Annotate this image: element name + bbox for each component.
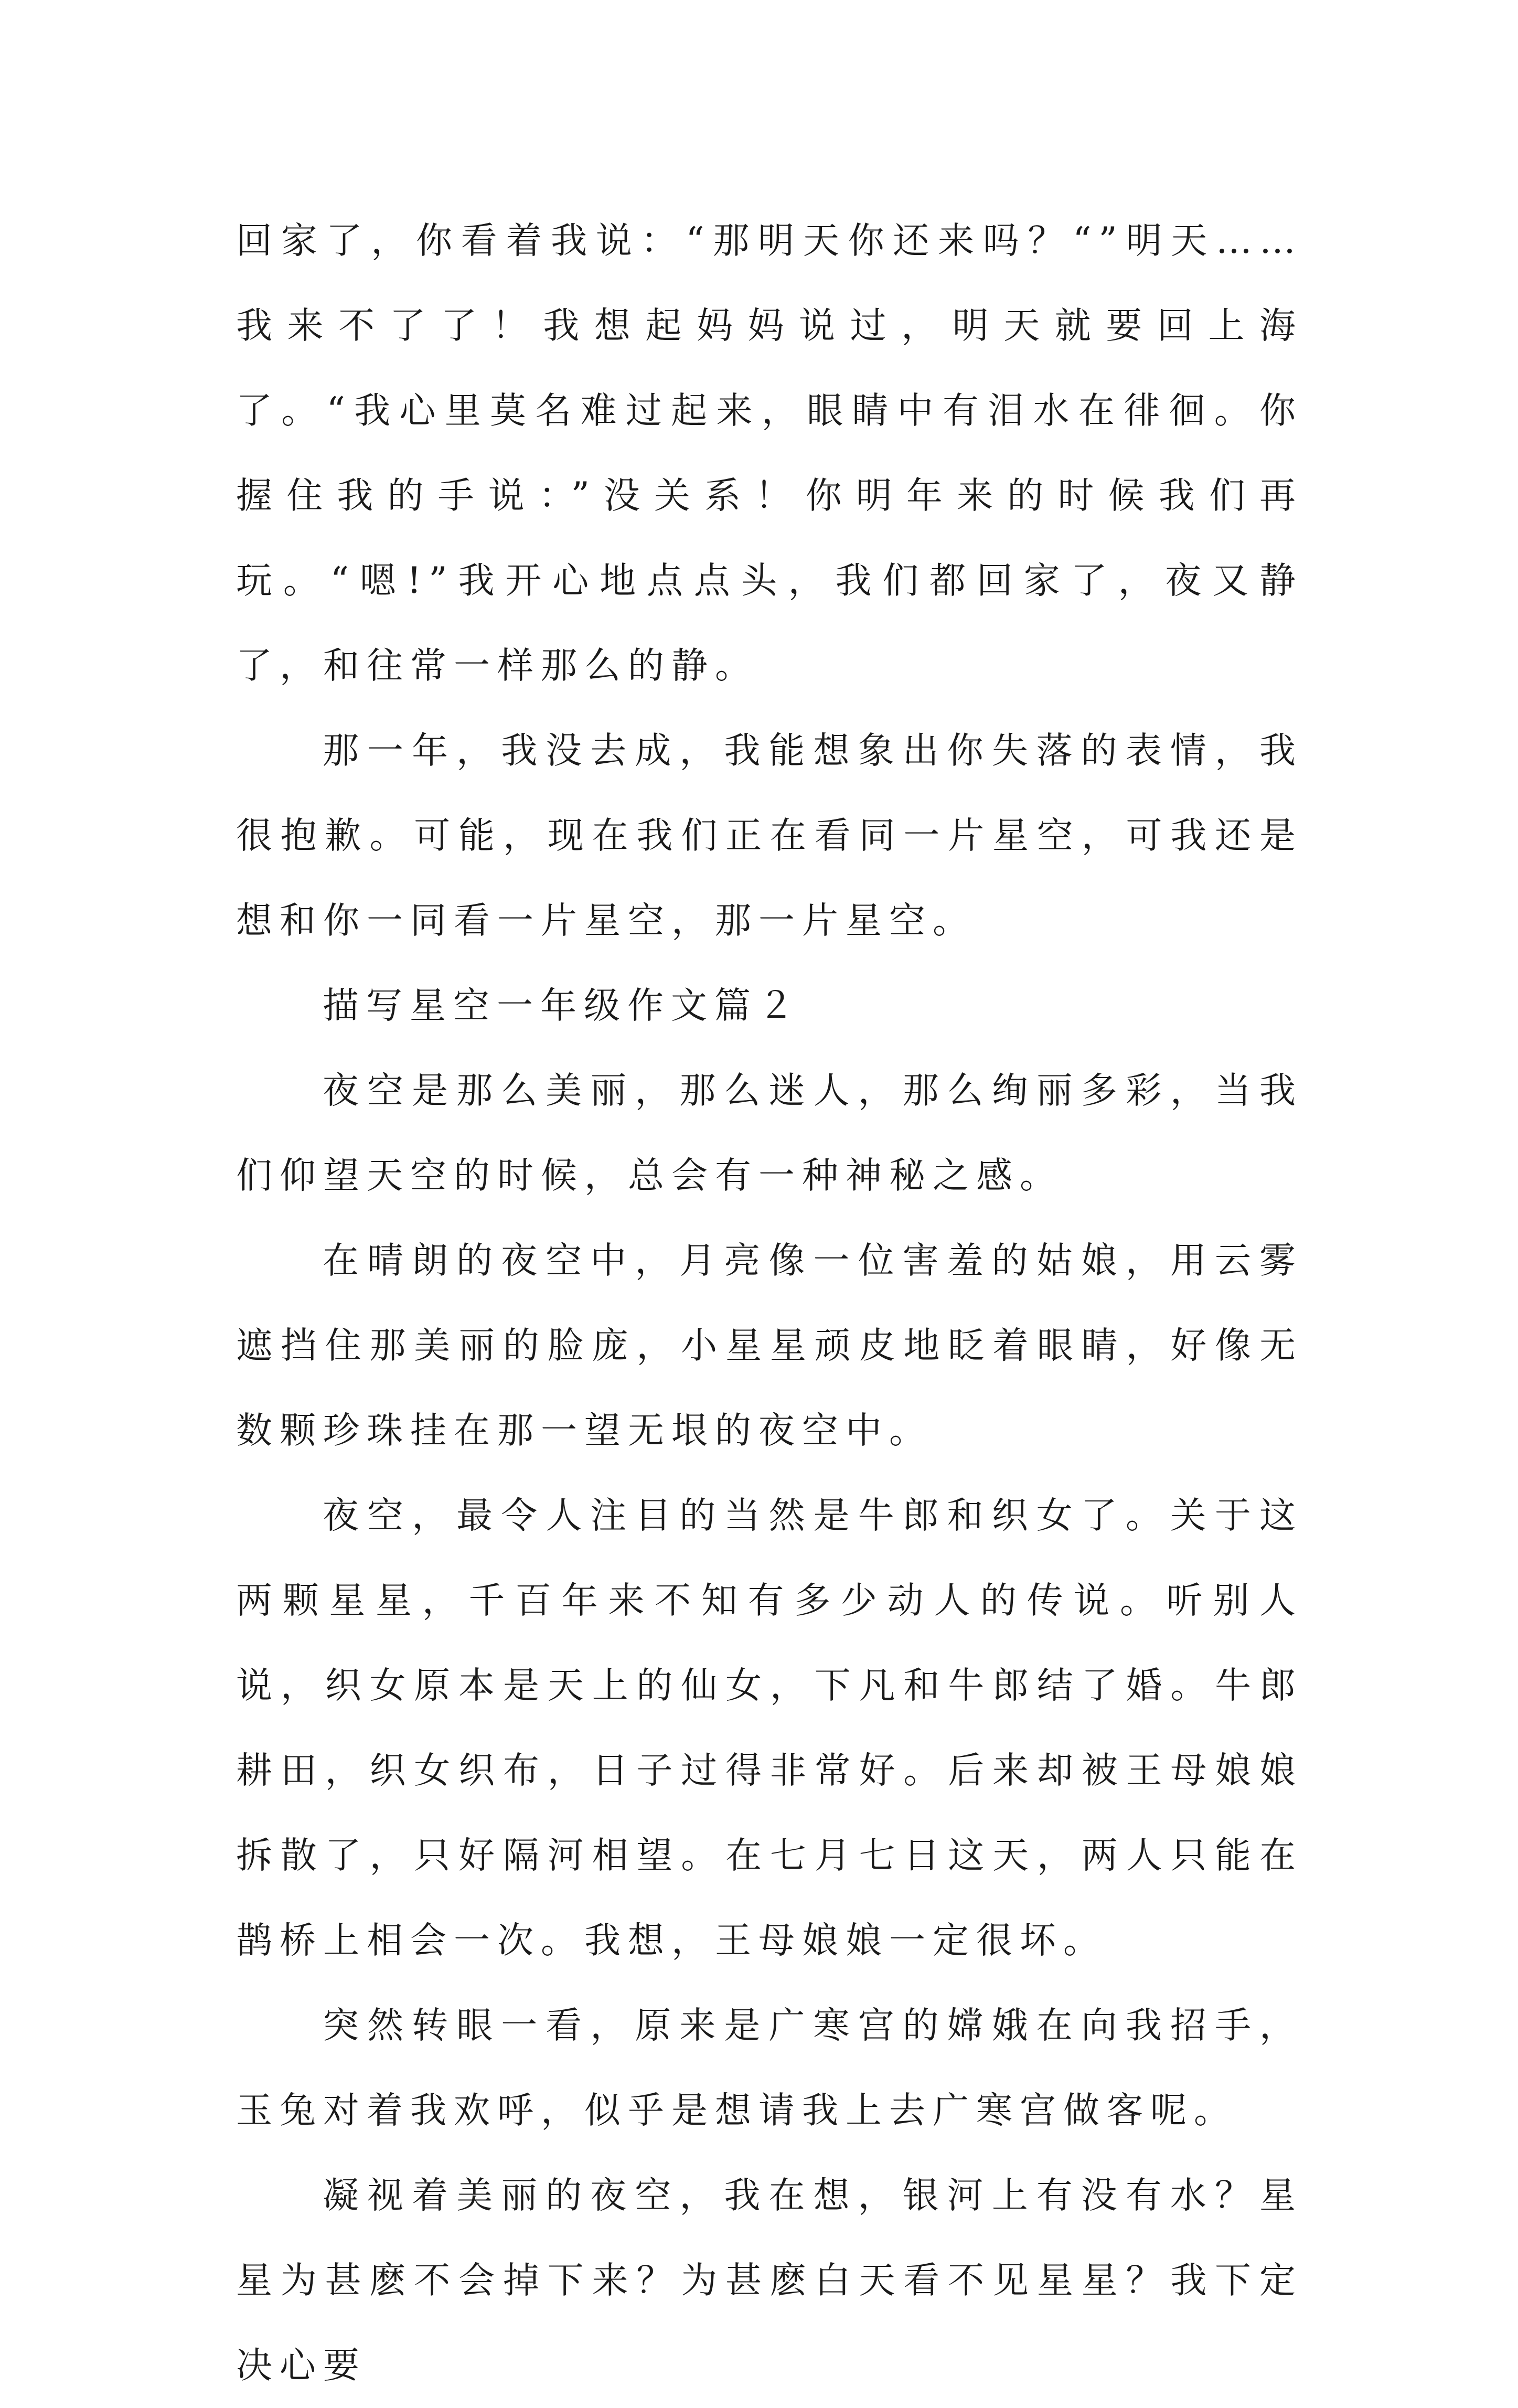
paragraph: 夜空，最令人注目的当然是牛郎和织女了。关于这两颗星星，千百年来不知有多少动人的传说。听别人说，织女原本是天上的仙女，下凡和牛郎结了婚。牛郎耕田，织女织布，日子过得非常好。后来却被王母娘娘拆散了，只好隔河相望。在七月七日这天，两人只能在鹊桥上相会一次。我想，王母娘娘一定很坏。 <box>236 1495 1303 1962</box>
section-heading: 描写星空一年级作文篇２ <box>323 985 801 1027</box>
document-body <box>236 198 1303 2408</box>
paragraph: 在晴朗的夜空中，月亮像一位害羞的姑娘，用云雾遮挡住那美丽的脸庞，小星星顽皮地眨着眼睛，好像无数颗珍珠挂在那一望无垠的夜空中。 <box>236 1240 1303 1452</box>
paragraph: 那一年，我没去成，我能想象出你失落的表情，我很抱歉。可能，现在我们正在看同一片星空，可我还是想和你一同看一片星空，那一片星空。 <box>236 730 1303 942</box>
paragraph-continuation: 回家了，你看着我说：“那明天你还来吗？“”明天……我来不了了！我想起妈妈说过，明天就要回上海了。“我心里莫名难过起来，眼睛中有泪水在徘徊。你握住我的手说：”没关系！你明年来的时候我们再玩。“嗯!”我开心地点点头，我们都回家了，夜又静了，和往常一样那么的静。 <box>236 220 1303 687</box>
paragraph: 夜空是那么美丽，那么迷人，那么绚丽多彩，当我们仰望天空的时候，总会有一种神秘之感。 <box>236 1070 1303 1197</box>
paragraph: 突然转眼一看，原来是广寒宫的嫦娥在向我招手，玉兔对着我欢呼，似乎是想请我上去广寒宫做客呢。 <box>236 2005 1303 2132</box>
paragraph: 凝视着美丽的夜空，我在想，银河上有没有水？星星为甚麽不会掉下来？为甚麽白天看不见星星？我下定决心要 <box>236 2175 1303 2386</box>
